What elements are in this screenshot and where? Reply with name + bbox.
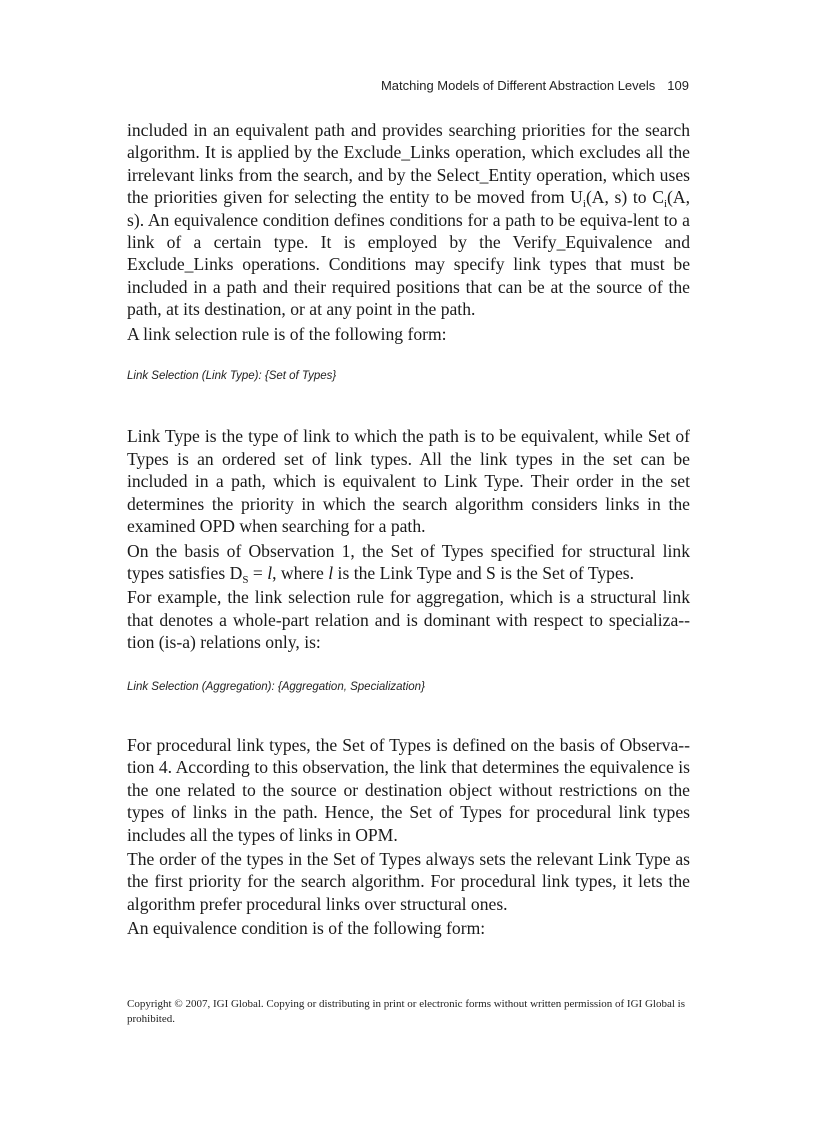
link-selection-rule-form: Link Selection (Link Type): {Set of Types} [127,370,337,383]
subscript-i-1: i [582,198,586,211]
subscript-i-2: i [663,198,668,211]
paragraph-7: The order of the types in the Set of Types always sets the relevant Link Type as the first priority for the search algorithm. For procedural link types, it lets the algorithm prefer procedural links over structural ones. [127,848,690,914]
subscript-s: S [242,573,249,586]
paragraph-6: For procedural link types, the Set of Types is defined on the basis of Observa-tion 4. According to this observation, the link that determines the equivalence is the one related to the source or destination object without restrictions on the types of links in the path. Hence, the Set of Types for procedural link types includes all the types of links in OPM. [127,734,690,845]
paragraph-4-text-d: is the Link Type and S is the Set of Types. [333,562,635,583]
paragraph-1-text-c: (A, s). An equivalence condition defines conditions for a path to be equiva-lent to a link of a certain type. It is employed by the Verify_Equivalence and Exclude_Links operations. Conditions may specify link types that must be included in a path and their required positions that can be at the source of the path, at its destination, or at any point in the path. [127,187,690,320]
running-title: Matching Models of Different Abstraction Levels [380,78,656,93]
paragraph-4-text-c: , where [272,562,329,583]
paragraph-1 [127,119,690,321]
paragraph-2: A link selection rule is of the following form: [127,323,447,344]
paragraph-1-text-a: included in an equivalent path and provides searching priorities for the search algorithm. It is applied by the Exclude_Links operation, which excludes all the irrelevant links from the search, and by the Select_Entity operation, which uses the priorities given for selecting the entity to be moved from U [127,120,690,208]
running-head [381,78,689,93]
paragraph-4 [127,540,690,585]
page-number: 109 [667,78,689,93]
paragraph-1-text-b: (A, s) to C [585,187,664,208]
paragraph-8: An equivalence condition is of the following form: [127,918,486,939]
paragraph-5: For example, the link selection rule for aggregation, which is a structural link that denotes a whole-part relation and is dominant with respect to specializa-tion (is-a) relations only, is: [127,587,690,653]
italic-l-1: l [267,562,273,583]
italic-l-2: l [328,562,334,583]
paragraph-4-text-b: = [248,562,268,583]
copyright-footer: Copyright © 2007, IGI Global. Copying or distributing in print or electronic forms without written permission of IGI Global is prohibited. [127,998,685,1025]
paragraph-3: Link Type is the type of link to which the path is to be equivalent, while Set of Types is an ordered set of link types. All the link types in the set can be included in a path, which is equivalent to Link Type. Their order in the set determines the priority in which the search algorithm considers links in the examined OPD when searching for a path. [127,426,690,537]
body-text [127,119,690,940]
paragraph-4-text-a: On the basis of Observation 1, the Set of Types specified for structural link types satisfies D [127,540,690,583]
aggregation-rule: Link Selection (Aggregation): {Aggregation, Specialization} [127,680,425,693]
